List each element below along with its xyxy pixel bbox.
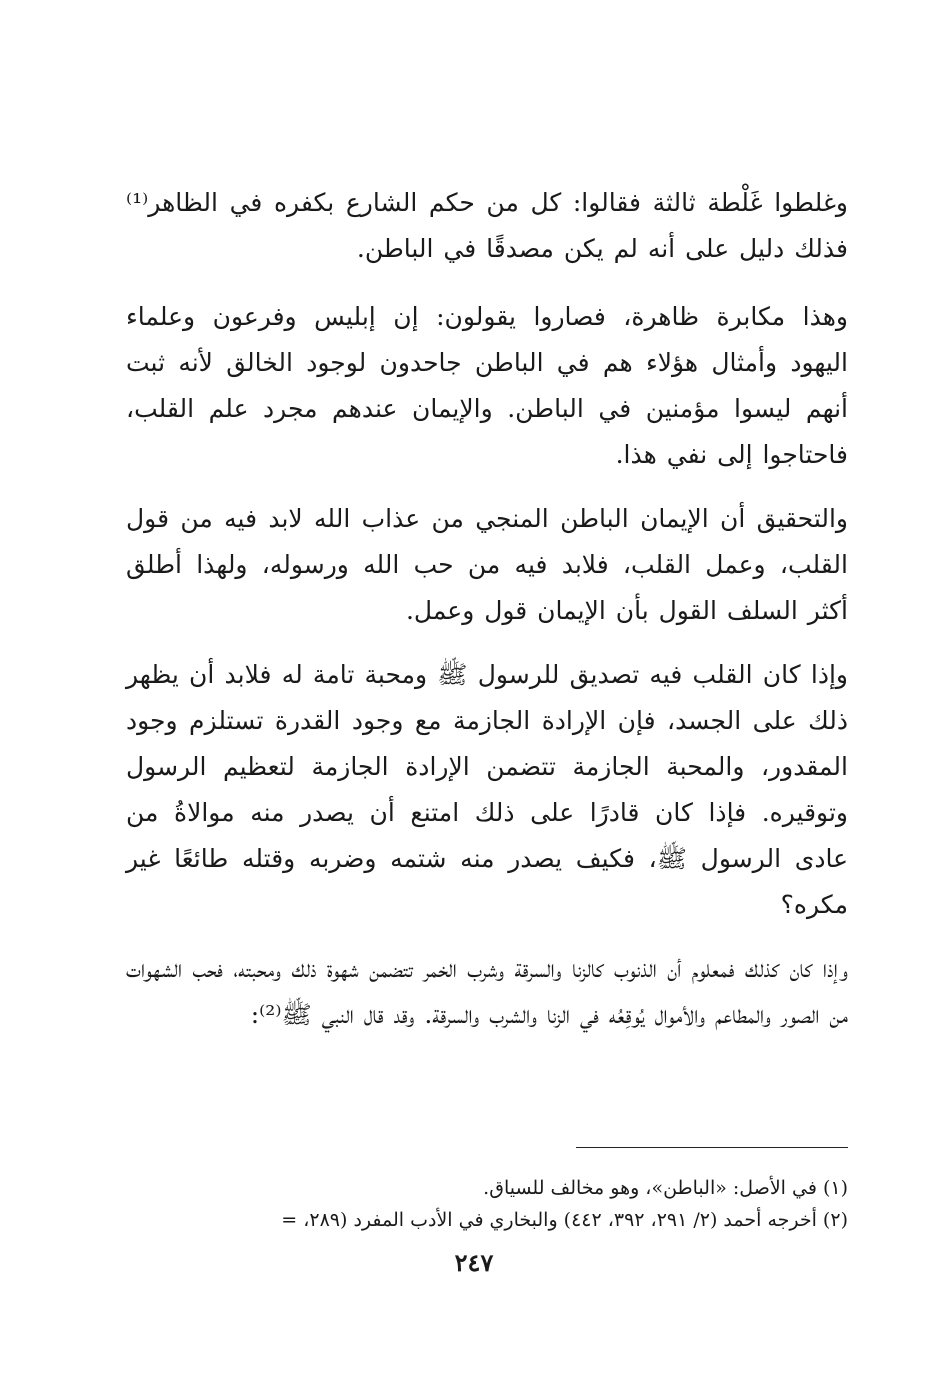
paragraph-5: وإذا كان كذلك فمعلوم أن الذنوب كالزنا والسرقة وشرب الخمر تتضمن شهوة ذلك ومحبته، فحب الشهوات من الصور والمطاعم والأموال يُوقِعُه في الزنا والشرب والسرقة. وقد قال النبي ﷺ⁽²⁾: xyxy=(126,954,848,1029)
paragraph-3: والتحقيق أن الإيمان الباطن المنجي من عذاب الله لابد فيه من قول القلب، وعمل القلب، فلابد فيه من حب الله ورسوله، ولهذا أطلق أكثر السلف القول بأن الإيمان قول وعمل. xyxy=(126,504,848,625)
paragraph-2: وهذا مكابرة ظاهرة، فصاروا يقولون: إن إبليس وفرعون وعلماء اليهود وأمثال هؤلاء هم في الباطن جاحدون لوجود الخالق لأنه ثبت أنهم ليسوا مؤمنين في الباطن. والإيمان عندهم مجرد علم القلب، فاحتاجوا إلى نفي هذا. xyxy=(126,302,848,469)
main-text xyxy=(126,180,848,1054)
footnote-divider xyxy=(576,1147,848,1148)
footnote-2: (٢) أخرجه أحمد (٢/ ٢٩١، ٣٩٢، ٤٤٢) والبخاري في الأدب المفرد (٢٨٩، = xyxy=(281,1209,848,1231)
paragraph-1: وغلطوا غَلْطة ثالثة فقالوا: كل من حكم الشارع بكفره في الظاهر⁽¹⁾ فذلك دليل على أنه لم يكن مصدقًا في الباطن. xyxy=(126,188,848,263)
paragraph-4: وإذا كان القلب فيه تصديق للرسول ﷺ ومحبة تامة له فلابد أن يظهر ذلك على الجسد، فإن الإرادة الجازمة مع وجود القدرة تستلزم وجود المقدور، والمحبة الجازمة تتضمن الإرادة الجازمة لتعظيم الرسول وتوقيره. فإذا كان قادرًا على ذلك امتنع أن يصدر منه موالاةُ من عادى الرسول ﷺ، فكيف يصدر منه شتمه وضربه وقتله طائعًا غير مكره؟ xyxy=(126,660,848,919)
page-number: ٢٤٧ xyxy=(454,1248,494,1277)
footnote-1: (١) في الأصل: «الباطن»، وهو مخالف للسياق. xyxy=(483,1177,848,1199)
footnotes xyxy=(126,1172,848,1236)
